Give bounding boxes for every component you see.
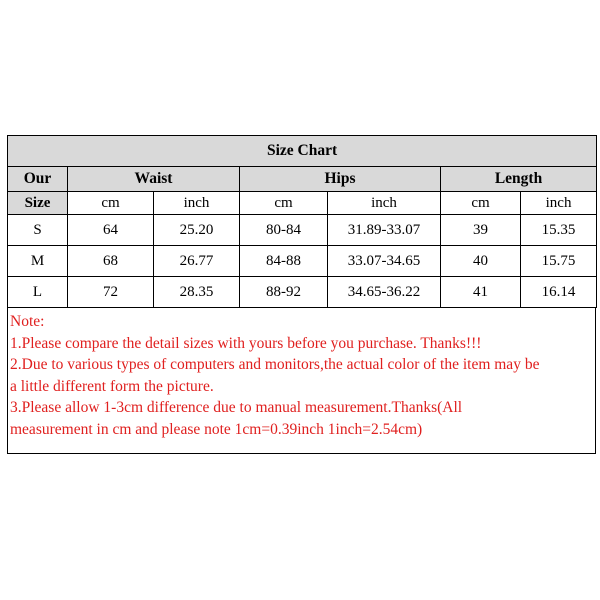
note-line-3: 3.Please allow 1-3cm difference due to manual measurement.Thanks(All — [10, 399, 463, 416]
table-row — [8, 215, 597, 246]
unit-header: cm — [68, 192, 154, 215]
length-cm-cell: 40 — [441, 246, 521, 277]
waist-inch-cell: 25.20 — [154, 215, 240, 246]
waist-cm-cell: 68 — [68, 246, 154, 277]
hips-cm-cell: 88-92 — [240, 277, 328, 308]
size-cell: S — [8, 215, 68, 246]
size-chart-table — [7, 135, 597, 308]
hips-header: Hips — [240, 167, 441, 192]
length-inch-cell: 16.14 — [521, 277, 597, 308]
notes-heading: Note: — [10, 313, 45, 330]
note-line-2-cont: a little different form the picture. — [10, 377, 214, 395]
hips-cm-cell: 80-84 — [240, 215, 328, 246]
hips-cm-cell: 84-88 — [240, 246, 328, 277]
hips-inch-cell: 31.89-33.07 — [328, 215, 441, 246]
unit-header: cm — [441, 192, 521, 215]
note-line-2: 2.Due to various types of computers and monitors,the actual color of the item may be — [10, 356, 540, 373]
hips-inch-cell: 34.65-36.22 — [328, 277, 441, 308]
note-line-3-cont: measurement in cm and please note 1cm=0.39inch 1inch=2.54cm) — [10, 420, 423, 438]
notes-box — [7, 308, 596, 454]
unit-header: cm — [240, 192, 328, 215]
size-cell: L — [8, 277, 68, 308]
hips-inch-cell: 33.07-34.65 — [328, 246, 441, 277]
unit-header: inch — [154, 192, 240, 215]
length-inch-cell: 15.35 — [521, 215, 597, 246]
waist-inch-cell: 26.77 — [154, 246, 240, 277]
size-header: Size — [8, 192, 68, 215]
waist-cm-cell: 72 — [68, 277, 154, 308]
length-inch-cell: 15.75 — [521, 246, 597, 277]
our-header: Our — [8, 167, 68, 192]
waist-inch-cell: 28.35 — [154, 277, 240, 308]
unit-header: inch — [521, 192, 597, 215]
note-line-1: 1.Please compare the detail sizes with yours before you purchase. Thanks!!! — [10, 334, 482, 352]
table-row — [8, 277, 597, 308]
length-cm-cell: 41 — [441, 277, 521, 308]
table-title: Size Chart — [8, 136, 597, 167]
unit-header: inch — [328, 192, 441, 215]
waist-header: Waist — [68, 167, 240, 192]
waist-cm-cell: 64 — [68, 215, 154, 246]
size-chart-sheet — [7, 135, 596, 454]
table-row — [8, 246, 597, 277]
size-cell: M — [8, 246, 68, 277]
length-cm-cell: 39 — [441, 215, 521, 246]
length-header: Length — [441, 167, 597, 192]
